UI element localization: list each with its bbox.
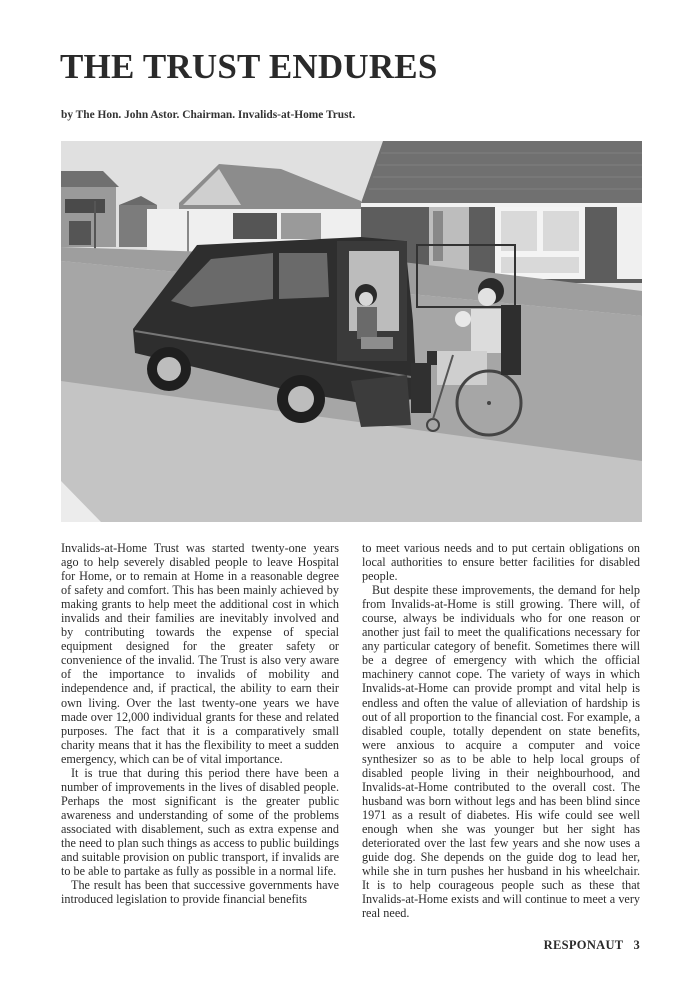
- photo-illustration: [61, 141, 642, 522]
- publication-name: RESPONAUT: [543, 938, 624, 952]
- page-number: 3: [633, 938, 640, 952]
- article-title: THE TRUST ENDURES: [60, 47, 438, 86]
- article-photo: [61, 141, 642, 522]
- paragraph: But despite these improvements, the demand for help from Invalids-at-Home is still growing. There will, of course, always be individuals who for one reason or another just fail to meet the qualifications necessary for any particular category of benefit. Sometimes there will be a degree of emergency with which the official machinery cannot cope. The variety of ways in which Invalids-at-Home can provide prompt and vital help is endless and often the value of alleviation of hardship is out of all proportion to the financial cost. For example, a disabled couple, totally dependent on state benefits, were anxious to acquire a computer and voice synthesizer so as to be able to help local groups of disabled people living in their neighbourhood, and Invalids-at-Home contributed to the overall cost. The husband was born without legs and has been blind since 1971 as a result of diabetes. His wife could see well enough when she was younger but her sight has deteriorated over the last few years and she now uses a guide dog. She depends on the guide dog to lead her, while she in turn pushes her husband in his wheelchair. It is to help courageous people such as these that Invalids-at-Home exists and will continue to meet a very real need.: [362, 583, 640, 921]
- article-column-left: [61, 541, 339, 906]
- article-byline: by The Hon. John Astor. Chairman. Invalids-at-Home Trust.: [61, 109, 356, 121]
- paragraph: The result has been that successive governments have introduced legislation to provide financial benefits: [61, 878, 339, 907]
- article-column-right: [362, 541, 640, 920]
- paragraph: Invalids-at-Home Trust was started twenty-one years ago to help severely disabled people to leave Hospital for Home, or to remain at Home in a reasonable degree of safety and comfort. This has been mainly achieved by making grants to help meet the additional cost in which invalids and their families are inevitably involved and by contributing towards the expense of special equipment designed for the greater safety or convenience of the invalid. The Trust is also very aware of the importance to invalids of mobility and independence and, if practical, the ability to earn their own living. Over the last twenty-one years we have made over 12,000 individual grants for these and related purposes. The fact that it is a comparatively small charity means that it has the flexibility to meet a sudden emergency, which can be of vital importance.: [61, 541, 339, 766]
- paragraph: to meet various needs and to put certain obligations on local authorities to ensure better facilities for disabled people.: [362, 541, 640, 584]
- page-footer: [544, 938, 640, 953]
- paragraph: It is true that during this period there have been a number of improvements in the lives of disabled people. Perhaps the most significant is the greater public awareness and understanding of some of the problems associated with disablement, such as extra expense and the need to plan such things as access to public buildings and suitable provision on public transport, if invalids are to be able to partake as fully as possible in a normal life.: [61, 765, 339, 879]
